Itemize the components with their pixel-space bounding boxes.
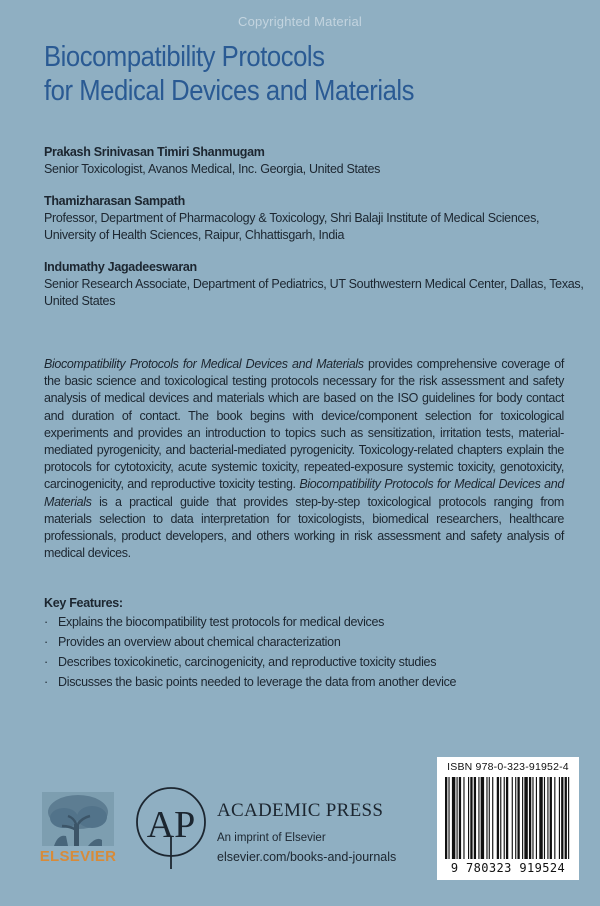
book-description bbox=[44, 356, 564, 562]
watermark: Copyrighted Material bbox=[238, 14, 362, 29]
list-item bbox=[44, 612, 564, 632]
key-features bbox=[44, 594, 564, 692]
author-affiliation: Senior Research Associate, Department of Pediatrics, UT Southwestern Medical Center, Dallas, Texas, United States bbox=[44, 277, 584, 308]
author-list bbox=[44, 144, 584, 325]
bullet-icon: · bbox=[44, 635, 48, 649]
description-text: provides comprehensive coverage of the basic science and toxicological testing protocols necessary for the risk assessment and safety analysis of medical devices and materials which are based on the ISO guidelines for body contact and duration of contact. The book begins with device/component selection for toxicological experiments and provides an introduction to topics such as sensitization, irritation tests, material-mediated pyrogenicity, and bacterial-mediated pyrogenicity. Toxicology-related chapters explain the protocols for cytotoxicity, acute systemic toxicity, repeated-exposure systemic toxicity, genotoxicity, carcinogenicity, and reproductive toxicity testing. bbox=[44, 357, 564, 492]
barcode bbox=[437, 757, 579, 880]
list-item bbox=[44, 652, 564, 672]
book-title-italic: Biocompatibility Protocols for Medical Devices and Materials bbox=[44, 357, 364, 371]
feature-text: Describes toxicokinetic, carcinogenicity, and reproductive toxicity studies bbox=[58, 655, 437, 669]
description-text: is a practical guide that provides step-by-step toxicological protocols ranging from materials selection to data interpretation for toxicologists, biomedical researchers, healthcare professionals, product developers, and others working in risk assessment and safety analysis of medical devices. bbox=[44, 494, 564, 561]
key-features-list bbox=[44, 612, 564, 692]
barcode-digits: 9 780323 919524 bbox=[450, 861, 566, 875]
feature-text: Discusses the basic points needed to leverage the data from another device bbox=[58, 675, 457, 689]
author-name: Indumathy Jagadeeswaran bbox=[44, 260, 197, 274]
academic-press-name: ACADEMIC PRESS bbox=[217, 800, 384, 821]
bullet-icon: · bbox=[44, 615, 48, 629]
author-entry bbox=[44, 259, 584, 310]
author-name: Prakash Srinivasan Timiri Shanmugam bbox=[44, 145, 265, 159]
author-entry bbox=[44, 193, 584, 244]
list-item bbox=[44, 672, 564, 692]
author-name: Thamizharasan Sampath bbox=[44, 194, 185, 208]
elsevier-wordmark: ELSEVIER bbox=[39, 848, 117, 865]
bullet-icon: · bbox=[44, 655, 48, 669]
imprint-text: An imprint of Elsevier bbox=[217, 832, 326, 844]
isbn-label: ISBN 978-0-323-91952-4 bbox=[447, 761, 569, 773]
title-line-1: Biocompatibility Protocols bbox=[44, 41, 325, 73]
feature-text: Provides an overview about chemical characterization bbox=[58, 635, 341, 649]
academic-press-logo bbox=[134, 785, 208, 871]
book-title bbox=[44, 40, 512, 108]
key-features-heading: Key Features: bbox=[44, 596, 123, 610]
ap-letters: AP bbox=[146, 804, 196, 846]
author-entry bbox=[44, 144, 584, 178]
list-item bbox=[44, 632, 564, 652]
book-title-italic: Biocompatibility Protocols for Medical Devices and Materials bbox=[44, 477, 564, 509]
feature-text: Explains the biocompatibility test protocols for medical devices bbox=[58, 615, 385, 629]
publisher-url: elsevier.com/books-and-journals bbox=[217, 850, 397, 864]
bullet-icon: · bbox=[44, 675, 48, 689]
author-affiliation: Senior Toxicologist, Avanos Medical, Inc. Georgia, United States bbox=[44, 162, 381, 176]
title-line-2: for Medical Devices and Materials bbox=[44, 75, 415, 107]
author-affiliation: Professor, Department of Pharmacology & Toxicology, Shri Balaji Institute of Medical Sciences, University of Health Sciences, Raipur, Chhattisgarh, India bbox=[44, 211, 540, 242]
